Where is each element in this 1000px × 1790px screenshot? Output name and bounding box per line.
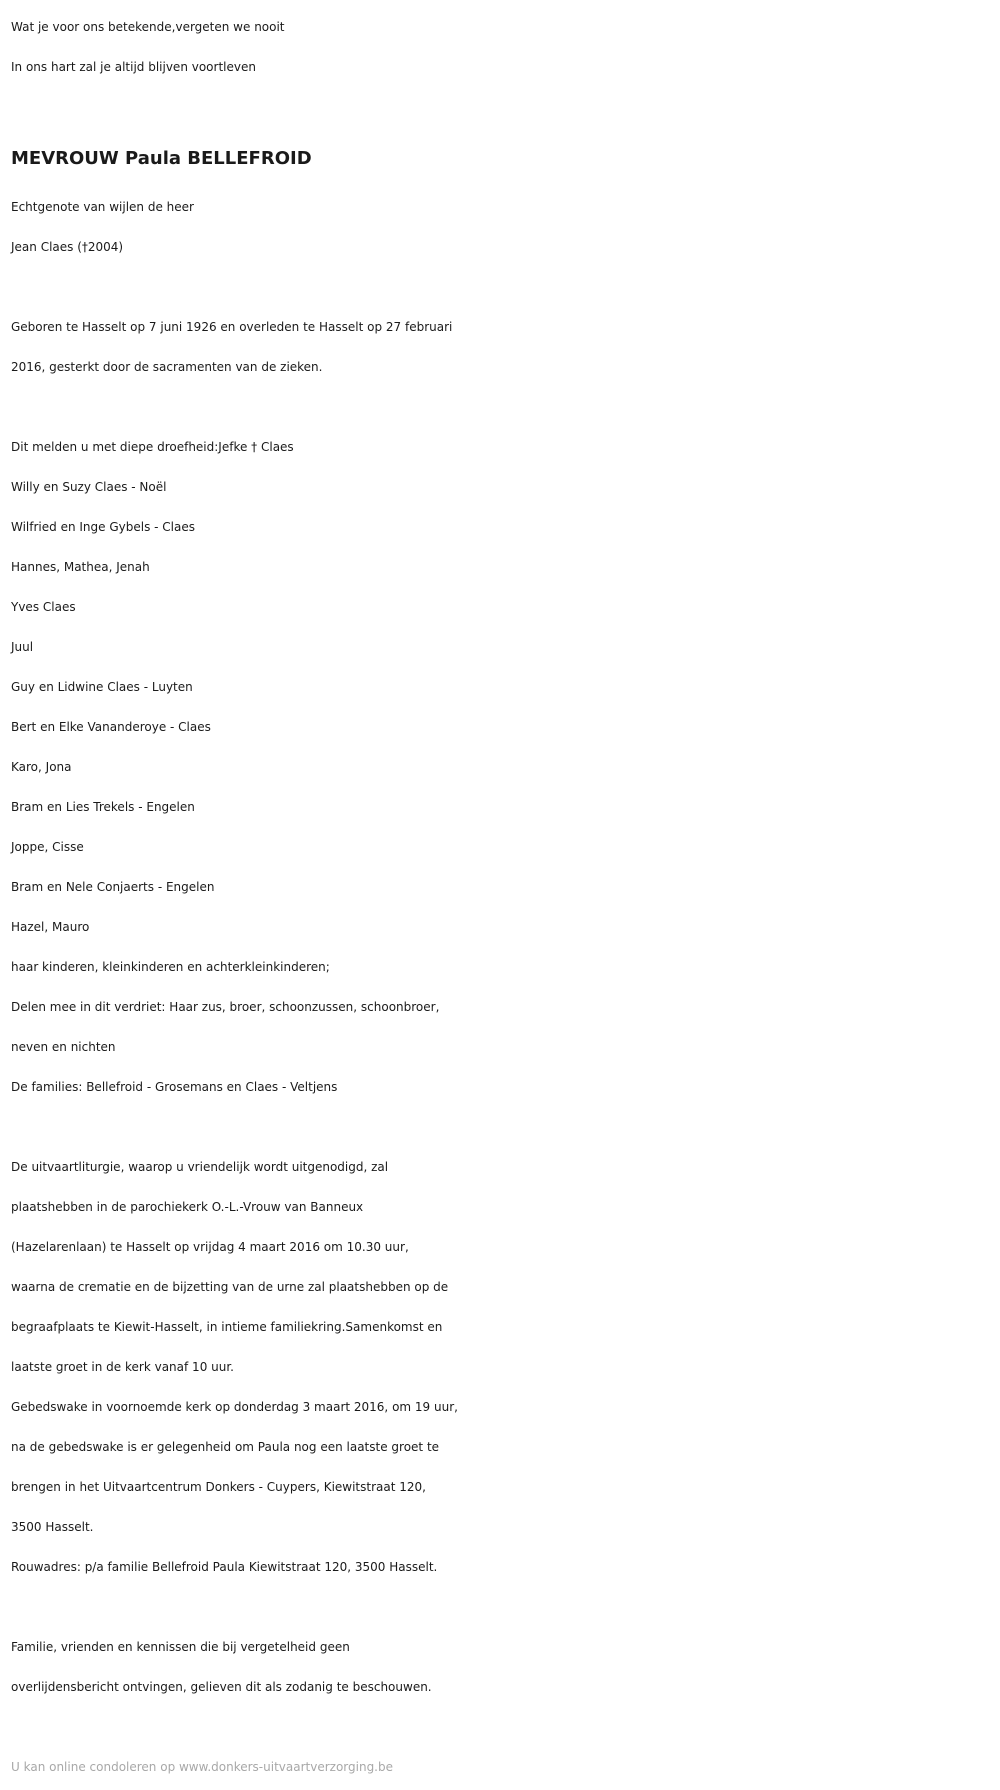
mourner-line: Dit melden u met diepe droefheid:Jefke † Claes xyxy=(11,440,294,454)
mourner-line: haar kinderen, kleinkinderen en achterkleinkinderen; xyxy=(11,960,330,974)
notice-line: overlijdensbericht ontvingen, gelieven dit als zodanig te beschouwen. xyxy=(11,1680,432,1694)
mourner-line: Willy en Suzy Claes - Noël xyxy=(11,480,167,494)
funeral-line: Gebedswake in voornoemde kerk op donderdag 3 maart 2016, om 19 uur, xyxy=(11,1400,458,1414)
funeral-line: na de gebedswake is er gelegenheid om Paula nog een laatste groet te xyxy=(11,1440,440,1454)
mourner-line: Bram en Nele Conjaerts - Engelen xyxy=(11,880,215,894)
motto-line: In ons hart zal je altijd blijven voortleven xyxy=(11,60,256,74)
mourner-line: Karo, Jona xyxy=(11,760,72,774)
motto-line: Wat je voor ons betekende,vergeten we nooit xyxy=(11,20,285,34)
birth-death-paragraph xyxy=(11,307,996,387)
mourner-line: Guy en Lidwine Claes - Luyten xyxy=(11,680,193,694)
mourner-line: neven en nichten xyxy=(11,1040,116,1054)
spacer xyxy=(11,267,996,307)
birth-death-line: Geboren te Hasselt op 7 juni 1926 en overleden te Hasselt op 27 februari xyxy=(11,320,453,334)
funeral-line: plaatshebben in de parochiekerk O.-L.-Vrouw van Banneux xyxy=(11,1200,364,1214)
mourner-line: Bram en Lies Trekels - Engelen xyxy=(11,800,195,814)
mourners-list xyxy=(11,427,996,1107)
obituary-notice xyxy=(11,7,996,1787)
mourner-line: Joppe, Cisse xyxy=(11,840,84,854)
funeral-line: (Hazelarenlaan) te Hasselt op vrijdag 4 maart 2016 om 10.30 uur, xyxy=(11,1240,409,1254)
relation-line: Jean Claes (†2004) xyxy=(11,240,124,254)
spacer xyxy=(11,1587,996,1627)
funeral-details xyxy=(11,1147,996,1587)
mourner-line: Juul xyxy=(11,640,34,654)
spacer xyxy=(11,1707,996,1747)
mourning-address: Rouwadres: p/a familie Bellefroid Paula Kiewitstraat 120, 3500 Hasselt. xyxy=(11,1560,438,1574)
mourner-line: Delen mee in dit verdriet: Haar zus, broer, schoonzussen, schoonbroer, xyxy=(11,1000,440,1014)
funeral-line: brengen in het Uitvaartcentrum Donkers - Cuypers, Kiewitstraat 120, xyxy=(11,1480,426,1494)
mourner-line: Hannes, Mathea, Jenah xyxy=(11,560,150,574)
funeral-line: 3500 Hasselt. xyxy=(11,1520,94,1534)
notice-paragraph xyxy=(11,1627,996,1707)
funeral-line: De uitvaartliturgie, waarop u vriendelijk wordt uitgenodigd, zal xyxy=(11,1160,389,1174)
motto xyxy=(11,7,996,87)
mourner-line: Bert en Elke Vananderoye - Claes xyxy=(11,720,211,734)
deceased-relation xyxy=(11,187,996,267)
funeral-line: laatste groet in de kerk vanaf 10 uur. xyxy=(11,1360,234,1374)
mourner-line: Yves Claes xyxy=(11,600,76,614)
birth-death-line: 2016, gesterkt door de sacramenten van de zieken. xyxy=(11,360,323,374)
spacer xyxy=(11,1107,996,1147)
notice-line: Familie, vrienden en kennissen die bij vergetelheid geen xyxy=(11,1640,350,1654)
spacer xyxy=(11,387,996,427)
deceased-name: MEVROUW Paula BELLEFROID xyxy=(11,148,312,169)
condolence-footer: U kan online condoleren op www.donkers-uitvaartverzorging.be xyxy=(11,1760,393,1774)
funeral-line: waarna de crematie en de bijzetting van de urne zal plaatshebben op de xyxy=(11,1280,449,1294)
funeral-line: begraafplaats te Kiewit-Hasselt, in intieme familiekring.Samenkomst en xyxy=(11,1320,443,1334)
mourner-line: Hazel, Mauro xyxy=(11,920,90,934)
mourner-line: Wilfried en Inge Gybels - Claes xyxy=(11,520,195,534)
spacer xyxy=(11,87,996,127)
relation-line: Echtgenote van wijlen de heer xyxy=(11,200,194,214)
mourner-line: De families: Bellefroid - Grosemans en Claes - Veltjens xyxy=(11,1080,338,1094)
